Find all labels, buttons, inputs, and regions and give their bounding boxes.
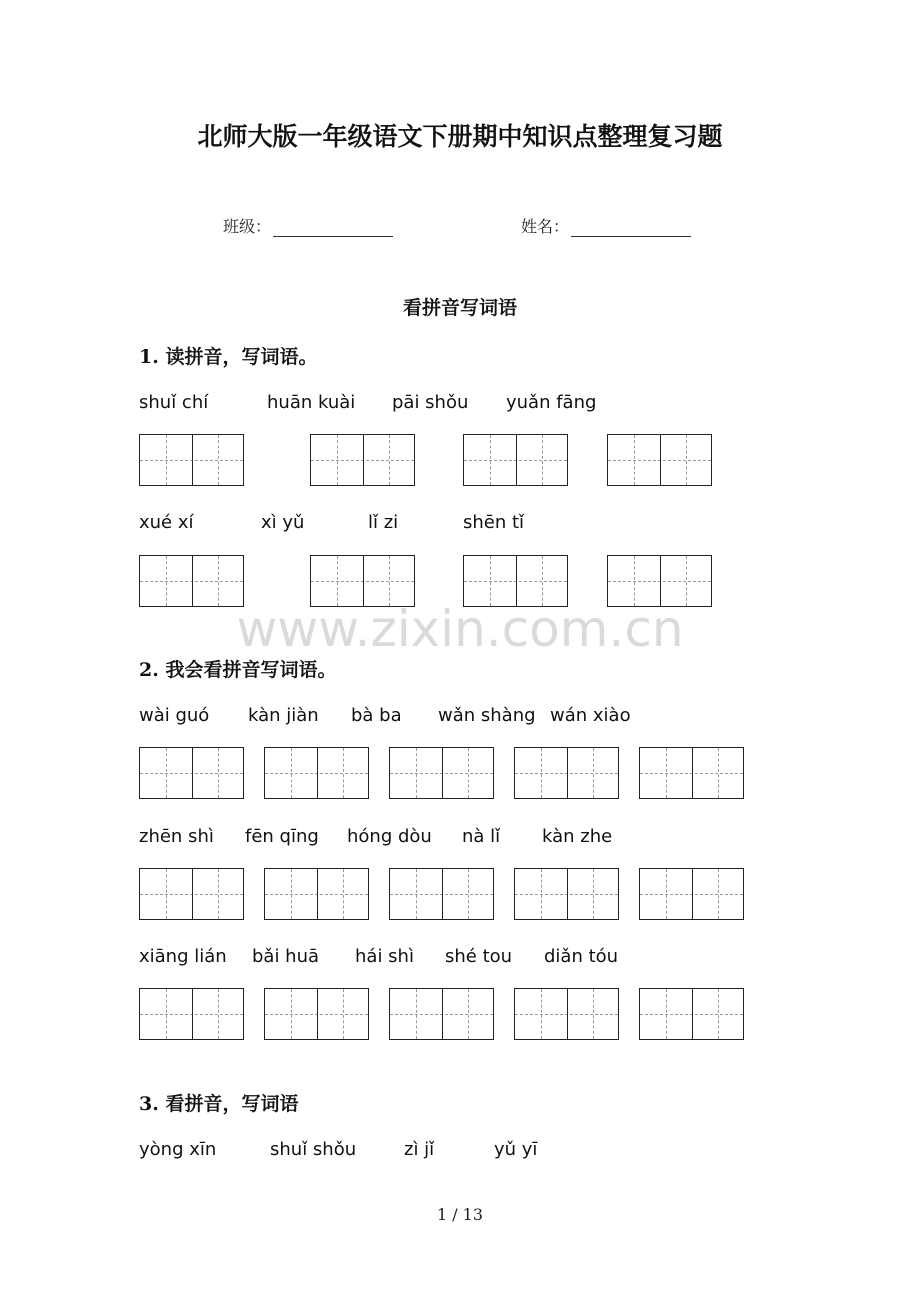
question-2-heading: 2. 我会看拼音写词语。: [139, 659, 337, 681]
writing-box[interactable]: [389, 747, 494, 799]
pinyin-label: yuǎn fāng: [506, 392, 597, 413]
pinyin-label: kàn zhe: [542, 826, 613, 847]
writing-box[interactable]: [639, 747, 744, 799]
pinyin-label: shuǐ chí: [139, 392, 209, 413]
pinyin-label: shēn tǐ: [463, 512, 525, 533]
pinyin-label: nà lǐ: [462, 826, 501, 847]
question-3-heading: 3. 看拼音，写词语: [139, 1093, 299, 1115]
class-label: 班级：: [223, 217, 272, 236]
pinyin-label: hóng dòu: [347, 826, 432, 847]
pinyin-label: kàn jiàn: [248, 705, 319, 726]
pinyin-label: hái shì: [355, 946, 414, 967]
writing-box[interactable]: [607, 434, 712, 486]
pinyin-label: lǐ zi: [368, 512, 399, 533]
writing-box[interactable]: [139, 988, 244, 1040]
writing-box[interactable]: [139, 868, 244, 920]
pinyin-label: shuǐ shǒu: [270, 1139, 357, 1160]
writing-box[interactable]: [389, 988, 494, 1040]
pinyin-label: zhēn shì: [139, 826, 214, 847]
writing-box[interactable]: [639, 868, 744, 920]
writing-box[interactable]: [389, 868, 494, 920]
pinyin-label: wài guó: [139, 705, 210, 726]
class-field: [223, 214, 393, 237]
pinyin-label: xiāng lián: [139, 946, 227, 967]
pinyin-label: bǎi huā: [252, 946, 320, 967]
pinyin-label: wǎn shàng: [438, 705, 536, 726]
pinyin-label: xì yǔ: [261, 512, 305, 533]
writing-box[interactable]: [139, 434, 244, 486]
section-title: 看拼音写词语: [402, 297, 517, 319]
class-blank-line: [273, 218, 393, 237]
pinyin-label: shé tou: [445, 946, 513, 967]
pinyin-label: yòng xīn: [139, 1139, 217, 1160]
question-1-heading: 1. 读拼音，写词语。: [139, 346, 318, 368]
name-field: [521, 214, 691, 237]
writing-box[interactable]: [264, 747, 369, 799]
pinyin-label: diǎn tóu: [544, 946, 619, 967]
pinyin-label: fēn qīng: [245, 826, 319, 847]
pinyin-label: bà ba: [351, 705, 402, 726]
writing-box[interactable]: [264, 868, 369, 920]
writing-box[interactable]: [264, 988, 369, 1040]
watermark: www.zixin.com.cn: [236, 600, 684, 658]
name-label: 姓名：: [521, 217, 570, 236]
page-number: 1 / 13: [436, 1205, 484, 1224]
pinyin-label: pāi shǒu: [392, 392, 469, 413]
name-blank-line: [571, 218, 691, 237]
pinyin-label: huān kuài: [267, 392, 356, 413]
pinyin-label: yǔ yī: [494, 1139, 538, 1160]
writing-box[interactable]: [639, 988, 744, 1040]
writing-box[interactable]: [514, 747, 619, 799]
writing-box[interactable]: [514, 988, 619, 1040]
writing-box[interactable]: [514, 868, 619, 920]
document-title: 北师大版一年级语文下册期中知识点整理复习题: [197, 122, 723, 151]
pinyin-label: wán xiào: [550, 705, 631, 726]
pinyin-label: zì jǐ: [404, 1139, 435, 1160]
writing-box[interactable]: [463, 434, 568, 486]
writing-box[interactable]: [310, 434, 415, 486]
writing-box[interactable]: [139, 747, 244, 799]
pinyin-label: xué xí: [139, 512, 194, 533]
